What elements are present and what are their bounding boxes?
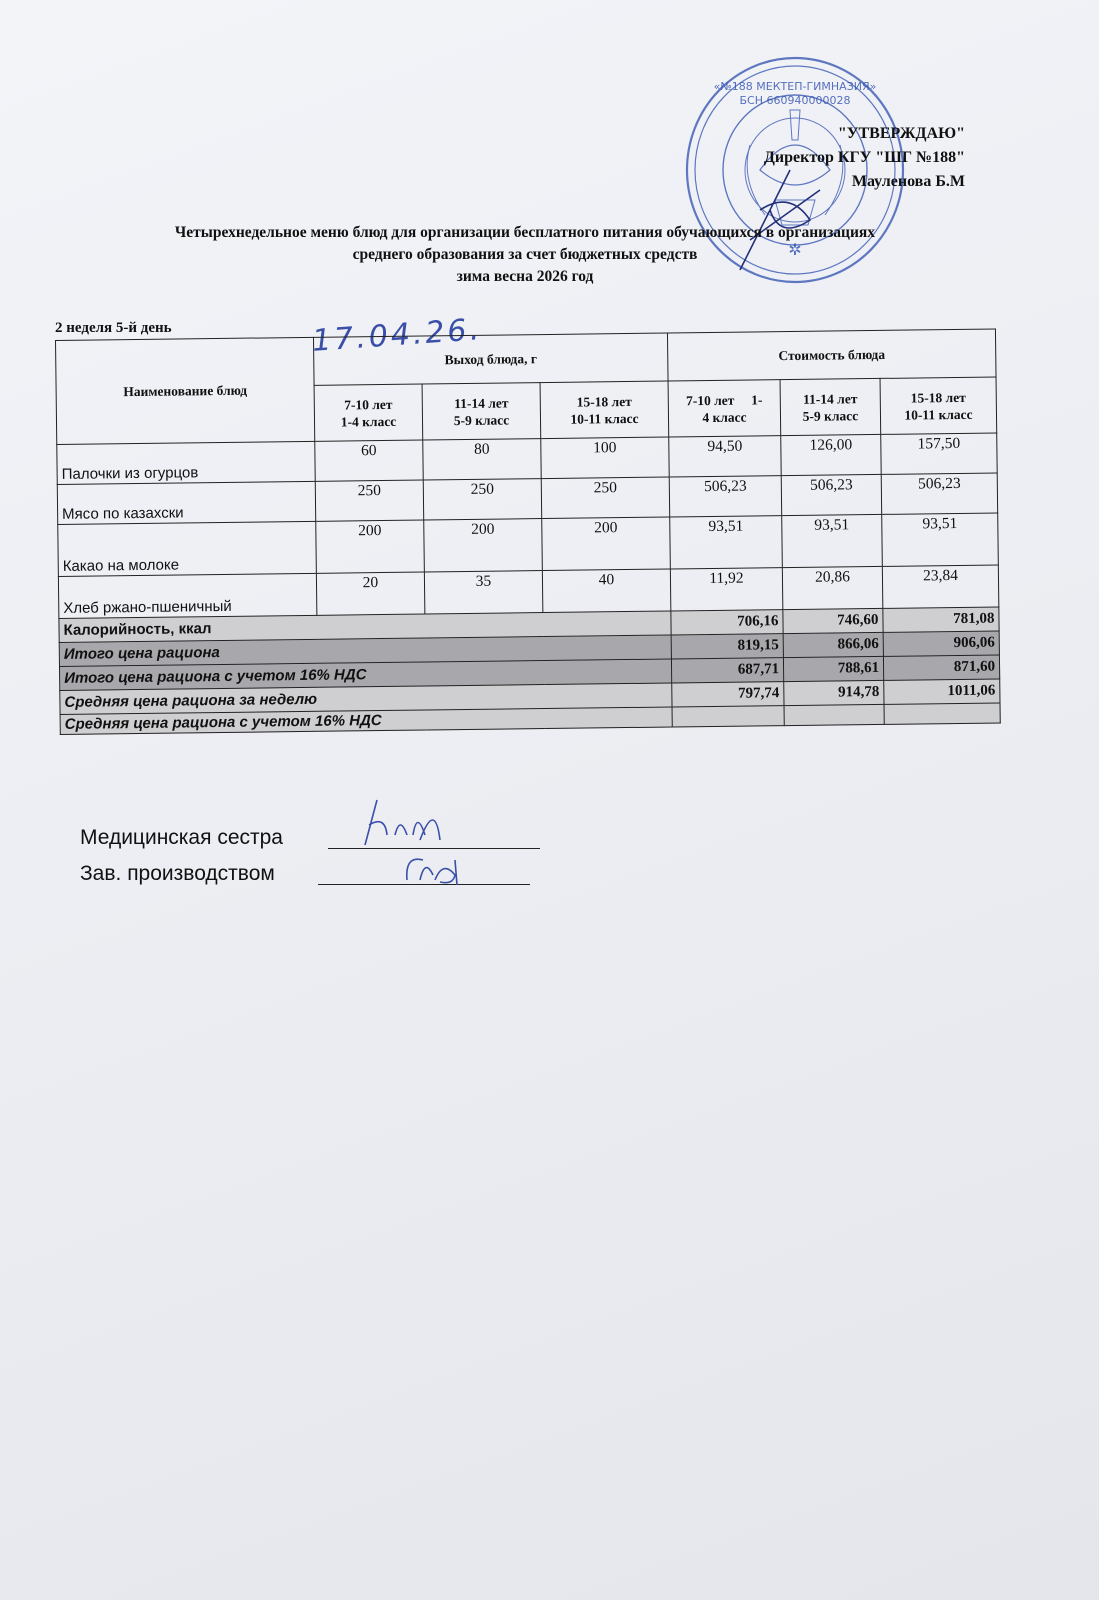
header-cost-age-3: 15-18 лет 10-11 класс	[880, 377, 997, 434]
summary-value-2: 788,61	[783, 656, 883, 681]
output-1: 60	[315, 440, 423, 481]
summary-value-1: 797,74	[672, 682, 784, 707]
output-2: 200	[424, 519, 543, 572]
summary-value-3: 871,60	[883, 655, 999, 680]
cost-2: 506,23	[781, 474, 881, 515]
summary-label: Итого цена рациона	[59, 635, 671, 666]
summary-label: Итого цена рациона с учетом 16% НДС	[59, 659, 671, 690]
output-3: 40	[542, 569, 671, 613]
output-2: 80	[423, 439, 541, 480]
summary-value-2: 914,78	[784, 680, 884, 705]
summary-label: Калорийность, ккал	[59, 611, 671, 642]
cost-2: 20,86	[782, 566, 883, 609]
header-cost-age-1: 7-10 лет 1- 4 класс	[668, 380, 781, 437]
stamp-text-bin: БСН 660940000028	[739, 94, 851, 107]
cost-1: 11,92	[670, 568, 783, 611]
output-1: 250	[315, 480, 423, 521]
summary-value-1: 819,15	[671, 634, 783, 659]
menu-table	[55, 329, 1001, 735]
output-1: 20	[316, 572, 425, 615]
menu-table-wrapper	[55, 329, 1000, 735]
summary-value-3: 1011,06	[884, 679, 1000, 704]
output-2: 35	[424, 571, 543, 614]
summary-value-1	[672, 706, 784, 727]
summary-value-3	[884, 703, 1000, 724]
output-3: 250	[541, 477, 669, 519]
approval-name: Мауленова Б.М	[851, 173, 965, 190]
nurse-label: Медицинская сестра	[80, 826, 283, 849]
dish-name: Хлеб ржано-пшеничный	[58, 573, 316, 618]
header-output-age-2: 11-14 лет 5-9 класс	[422, 383, 541, 440]
cost-1: 93,51	[670, 516, 783, 569]
cost-3: 506,23	[881, 473, 998, 514]
cost-1: 94,50	[669, 436, 781, 477]
header-dish-name: Наименование блюд	[56, 337, 315, 444]
cost-3: 23,84	[882, 565, 999, 608]
dish-name: Палочки из огурцов	[57, 441, 315, 484]
summary-value-3: 781,08	[883, 607, 999, 632]
production-label: Зав. производством	[80, 862, 275, 885]
cost-3: 93,51	[882, 513, 999, 566]
approval-heading: "УТВЕРЖДАЮ"	[837, 125, 965, 142]
header-output-group: Выход блюда, г	[313, 333, 668, 385]
summary-value-2: 866,06	[783, 632, 883, 657]
dish-name: Мясо по казахски	[57, 481, 315, 524]
title-line-2: среднего образования за счет бюджетных средств	[352, 246, 698, 263]
summary-value-3: 906,06	[883, 631, 999, 656]
header-output-age-1: 7-10 лет 1-4 класс	[314, 384, 423, 441]
stamp-text-outer: «№188 МЕКТЕП-ГИМНАЗИЯ»	[713, 80, 877, 93]
cost-1: 506,23	[669, 476, 781, 517]
summary-value-1: 687,71	[671, 658, 783, 683]
output-3: 200	[542, 517, 671, 571]
summary-label: Средняя цена рациона с учетом 16% НДС	[60, 707, 672, 734]
output-1: 200	[316, 520, 425, 573]
header-output-age-3: 15-18 лет 10-11 класс	[540, 381, 669, 439]
title-line-1: Четырехнедельное меню блюд для организации бесплатного питания обучающихся в организациях	[174, 224, 876, 241]
svg-text:✲: ✲	[788, 242, 802, 259]
header-cost-group: Стоимость блюда	[667, 329, 996, 381]
cost-3: 157,50	[881, 433, 998, 474]
production-signature	[395, 840, 475, 890]
dish-name: Какао на молоке	[58, 521, 317, 576]
week-day-label: 2 неделя 5-й день	[55, 320, 172, 336]
title-line-3: зима весна 2026 год	[456, 268, 594, 285]
summary-value-2	[784, 704, 884, 725]
summary-value-1: 706,16	[671, 610, 783, 635]
document-title	[60, 222, 990, 288]
header-cost-age-2: 11-14 лет 5-9 класс	[780, 378, 881, 435]
output-2: 250	[423, 479, 541, 520]
cost-2: 126,00	[781, 434, 881, 475]
summary-value-2: 746,60	[783, 608, 883, 633]
handwritten-date: 17.04.26.	[310, 312, 484, 359]
cost-2: 93,51	[782, 514, 883, 567]
output-3: 100	[541, 437, 669, 479]
summary-label: Средняя цена рациона за неделю	[60, 683, 672, 714]
approval-position: Директор КГУ "ШГ №188"	[763, 149, 965, 166]
